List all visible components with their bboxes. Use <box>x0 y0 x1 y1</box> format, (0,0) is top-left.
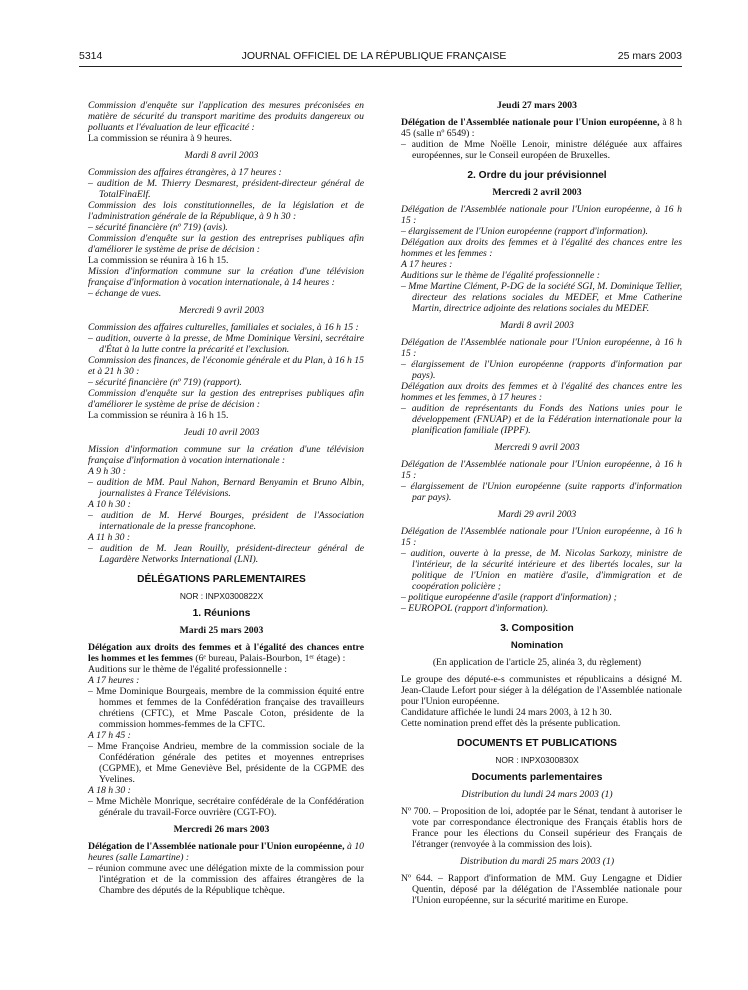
date-heading: Mercredi 9 avril 2003 <box>494 442 580 453</box>
paragraph: Commission d'enquête sur la gestion des entreprises publiques afin d'améliorer le système de prise de décision : <box>88 233 364 255</box>
paragraph: Le groupe des député-e-s communistes et républicains a désigné M. Jean-Claude Lefort pour siéger à la délégation de l'Assemblée nationale pour l'Union européenne. <box>401 674 682 707</box>
list-item: – élargissement de l'Union européenne (rapports d'information par pays). <box>401 359 682 381</box>
right-column <box>392 100 682 906</box>
paragraph: Délégation de l'Assemblée nationale pour l'Union européenne, à 16 h 15 : <box>401 337 682 359</box>
delegation-location: (6ᵉ bureau, Palais-Bourbon, 1ᵉʳ étage) : <box>192 653 346 664</box>
list-item: – audition, ouverte à la presse, de M. Nicolas Sarkozy, ministre de l'intérieur, de la sécurité intérieure et des libertés locales, sur la politique de l'Union en matière d'asile, d'immigration et de coopération policière ; <box>401 548 682 592</box>
paragraph: Délégation aux droits des femmes et à l'égalité des chances entre les hommes et les femmes, à 17 heures : <box>401 381 682 403</box>
list-item: – élargissement de l'Union européenne (suite rapports d'information par pays). <box>401 481 682 503</box>
paragraph: Auditions sur le thème de l'égalité professionnelle : <box>88 664 287 675</box>
paragraph: Délégation de l'Assemblée nationale pour l'Union européenne, à 16 h 15 : <box>401 459 682 481</box>
paragraph: Commission d'enquête sur l'application des mesures préconisées en matière de sécurité du transport maritime des produits dangereux ou polluants et l'évaluation de leur efficacité : <box>88 100 364 133</box>
list-item: – audition de représentants du Fonds des Nations unies pour le développement (FNUAP) et de la Fédération internationale pour la planification familiale (IPPF). <box>401 403 682 436</box>
paragraph: Commission d'enquête sur la gestion des entreprises publiques afin d'améliorer le système de prise de décision : <box>88 388 364 410</box>
paragraph: Délégation de l'Assemblée nationale pour l'Union européenne, à 16 h 15 : <box>401 526 682 548</box>
date-heading: Mercredi 26 mars 2003 <box>173 824 270 835</box>
date-heading: Mardi 29 avril 2003 <box>497 509 577 520</box>
paragraph: Cette nomination prend effet dès la présente publication. <box>401 718 621 729</box>
page-number: 5314 <box>79 50 103 62</box>
paragraph: Commission des lois constitutionnelles, de la législation et de l'administration générale de la République, à 9 h 30 : <box>88 200 364 222</box>
paragraph: Candidature affichée le lundi 24 mars 2003, à 12 h 30. <box>401 707 612 718</box>
delegation-name: Délégation de l'Assemblée nationale pour l'Union européenne, <box>88 841 345 852</box>
time-label: A 17 heures : <box>401 259 453 270</box>
list-item: – politique européenne d'asile (rapport d'information) ; <box>401 592 617 603</box>
subsection-title: 3. Composition <box>500 623 574 634</box>
delegation-name: Délégation aux droits des femmes et à l'égalité des chances entre les hommes et les femmes <box>88 642 364 664</box>
distribution-heading: Distribution du mardi 25 mars 2003 (1) <box>459 856 615 867</box>
paragraph: Commission des affaires culturelles, familiales et sociales, à 16 h 15 : <box>88 322 359 333</box>
subsection-title: 1. Réunions <box>192 608 251 619</box>
paragraph <box>392 117 682 139</box>
subsection-title: 2. Ordre du jour prévisionnel <box>467 170 607 181</box>
delegation-time: à 8 h 45 (salle nº 6549) : <box>401 117 682 139</box>
nomination-heading: Nomination <box>510 640 564 651</box>
list-item: – EUROPOL (rapport d'information). <box>401 603 549 614</box>
list-item: – Mme Dominique Bourgeais, membre de la commission équité entre hommes et femmes de la Confédération française des travailleurs chrétiens (CFTC), et Mme Pascale Coton, présidente de la commission hommes-femmes de la CFTC. <box>88 686 364 730</box>
list-item: – échange de vues. <box>88 288 162 299</box>
paragraph <box>79 642 364 664</box>
time-label: A 17 h 45 : <box>88 730 131 741</box>
paragraph <box>79 841 364 863</box>
list-item: – Mme Michèle Monrique, secrétaire confédérale de la Confédération générale du travail-Force ouvrière (CGT-FO). <box>88 796 364 818</box>
distribution-heading: Distribution du lundi 24 mars 2003 (1) <box>461 789 613 800</box>
paragraph: Mission d'information commune sur la création d'une télévision française d'information à vocation internationale, à 14 heures : <box>88 266 364 288</box>
list-item: – sécurité financière (nº 719) (rapport). <box>88 377 242 388</box>
paragraph: Mission d'information commune sur la création d'une télévision française d'information à vocation internationale : <box>88 444 364 466</box>
list-item: – Mme Françoise Andrieu, membre de la commission sociale de la Confédération générale des petites et moyennes entreprises (CGPME), et Mme Geneviève Bel, présidente de la CGPME des Yvelines. <box>88 741 364 785</box>
header-rule <box>79 66 682 67</box>
left-column <box>79 100 364 896</box>
list-item: – audition de M. Jean Rouilly, président-directeur général de Lagardère Networks International (LNI). <box>88 543 364 565</box>
document-entry: Nº 700. – Proposition de loi, adoptée par le Sénat, tendant à autoriser le vote par correspondance électronique des Français établis hors de France pour les élections du Conseil supérieur des Français de l'étranger (renvoyée à la commission des lois). <box>401 806 682 850</box>
list-item: – Mme Martine Clément, P-DG de la société SGI, M. Dominique Tellier, directeur des relations sociales du MEDEF, et Mme Catherine Martin, directrice adjointe des relations sociales du MEDEF. <box>401 281 682 314</box>
list-item: – élargissement de l'Union européenne (rapport d'information). <box>401 226 648 237</box>
date-heading: Mardi 8 avril 2003 <box>500 320 574 331</box>
time-label: A 18 h 30 : <box>88 785 131 796</box>
date-heading: Mardi 8 avril 2003 <box>184 150 259 161</box>
paragraph: La commission se réunira à 9 heures. <box>88 133 232 144</box>
time-label: A 11 h 30 : <box>88 532 131 543</box>
date-heading: Mercredi 2 avril 2003 <box>492 187 582 198</box>
section-title: DOCUMENTS ET PUBLICATIONS <box>457 738 617 749</box>
nor-reference: NOR : INPX0300822X <box>179 591 264 601</box>
time-label: A 9 h 30 : <box>88 466 127 477</box>
issue-date: 25 mars 2003 <box>617 50 682 62</box>
nor-reference: NOR : INPX0300830X <box>495 755 579 765</box>
section-title: DÉLÉGATIONS PARLEMENTAIRES <box>137 574 306 585</box>
time-label: A 10 h 30 : <box>88 499 131 510</box>
time-label: A 17 heures : <box>88 675 140 686</box>
list-item: – sécurité financière (nº 719) (avis). <box>88 222 228 233</box>
document-entry: Nº 644. – Rapport d'information de MM. Guy Lengagne et Didier Quentin, déposé par la délégation de l'Assemblée nationale pour l'Union européenne, sur la sécurité maritime en Europe. <box>401 873 682 906</box>
list-item: – audition, ouverte à la presse, de Mme Dominique Versini, secrétaire d'État à la lutte contre la précarité et l'exclusion. <box>88 333 364 355</box>
paragraph: La commission se réunira à 16 h 15. <box>88 255 229 266</box>
list-item: – audition de Mme Noëlle Lenoir, ministre déléguée aux affaires européennes, sur le Conseil européen de Bruxelles. <box>401 139 682 161</box>
journal-title: JOURNAL OFFICIEL DE LA RÉPUBLIQUE FRANÇAISE <box>241 50 507 62</box>
date-heading: Jeudi 10 avril 2003 <box>183 427 260 438</box>
list-item: – audition de MM. Paul Nahon, Bernard Benyamin et Bruno Albin, journalistes à France Télévisions. <box>88 477 364 499</box>
page-header <box>0 50 748 64</box>
paragraph: Commission des affaires étrangères, à 17 heures : <box>88 167 282 178</box>
paragraph: Commission des finances, de l'économie générale et du Plan, à 16 h 15 et à 21 h 30 : <box>88 355 364 377</box>
delegation-name: Délégation de l'Assemblée nationale pour l'Union européenne, <box>401 117 660 128</box>
paragraph: Délégation de l'Assemblée nationale pour l'Union européenne, à 16 h 15 : <box>401 204 682 226</box>
paragraph: Auditions sur le thème de l'égalité professionnelle : <box>401 270 600 281</box>
subsection-title: Documents parlementaires <box>471 772 603 783</box>
date-heading: Mercredi 9 avril 2003 <box>178 305 265 316</box>
date-heading: Mardi 25 mars 2003 <box>179 625 264 636</box>
date-heading: Jeudi 27 mars 2003 <box>497 100 577 111</box>
list-item: – audition de M. Hervé Bourges, président de l'Association internationale de la presse francophone. <box>88 510 364 532</box>
delegation-time: à 10 heures (salle Lamartine) : <box>88 841 365 863</box>
paragraph: La commission se réunira à 16 h 15. <box>88 410 229 421</box>
list-item: – audition de M. Thierry Desmarest, président-directeur général de TotalFinaElf. <box>88 178 364 200</box>
paragraph: Délégation aux droits des femmes et à l'égalité des chances entre les hommes et les femmes : <box>401 237 682 259</box>
list-item: – réunion commune avec une délégation mixte de la commission pour l'intégration et de la commission des affaires étrangères de la Chambre des députés de la République tchèque. <box>88 863 364 896</box>
rule-reference: (En application de l'article 25, alinéa 3, du règlement) <box>432 657 642 668</box>
